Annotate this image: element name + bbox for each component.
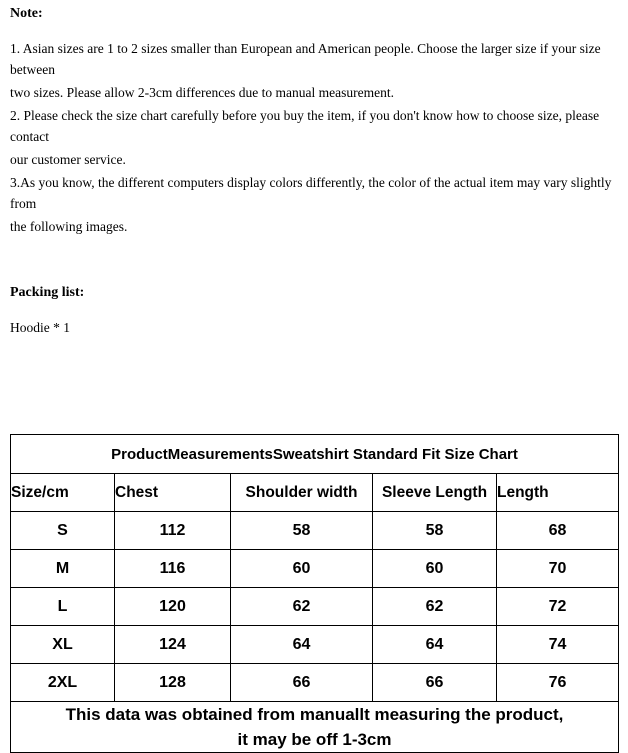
note-line: 2. Please check the size chart carefully before you buy the item, if you don't know how to choose size, please contact (10, 108, 600, 144)
table-row-footer (11, 702, 619, 753)
cell-size: S (11, 512, 115, 550)
note-body (10, 38, 618, 237)
cell-chest: 128 (115, 664, 231, 702)
table-row (11, 588, 619, 626)
packing-list-item: Hoodie * 1 (10, 320, 70, 335)
cell-chest: 112 (115, 512, 231, 550)
note-line: 3.As you know, the different computers display colors differently, the color of the actual item may vary slightly from (10, 175, 612, 211)
note-heading: Note: (10, 6, 43, 21)
cell-size: 2XL (11, 664, 115, 702)
note-line: two sizes. Please allow 2-3cm differences due to manual measurement. (10, 85, 394, 100)
column-header-length: Length (497, 474, 619, 512)
cell-length: 68 (497, 512, 619, 550)
cell-sleeve: 62 (373, 588, 497, 626)
footer-line-2: it may be off 1-3cm (237, 730, 392, 749)
cell-size: M (11, 550, 115, 588)
column-header-chest: Chest (115, 474, 231, 512)
cell-sleeve: 58 (373, 512, 497, 550)
cell-length: 74 (497, 626, 619, 664)
column-header-shoulder-width: Shoulder width (231, 474, 373, 512)
cell-shoulder: 62 (231, 588, 373, 626)
packing-list-section (10, 283, 618, 338)
size-chart-footer (11, 702, 619, 753)
spacer (10, 239, 618, 283)
cell-length: 76 (497, 664, 619, 702)
cell-shoulder: 64 (231, 626, 373, 664)
cell-size: XL (11, 626, 115, 664)
cell-sleeve: 66 (373, 664, 497, 702)
packing-list-heading: Packing list: (10, 285, 85, 300)
note-line: 1. Asian sizes are 1 to 2 sizes smaller than European and American people. Choose the larger size if your size between (10, 41, 601, 77)
cell-chest: 116 (115, 550, 231, 588)
cell-chest: 120 (115, 588, 231, 626)
note-section (10, 0, 618, 237)
column-header-sleeve-length: Sleeve Length (373, 474, 497, 512)
cell-length: 70 (497, 550, 619, 588)
cell-chest: 124 (115, 626, 231, 664)
table-row (11, 550, 619, 588)
size-chart-table (10, 434, 619, 753)
cell-shoulder: 58 (231, 512, 373, 550)
cell-length: 72 (497, 588, 619, 626)
cell-sleeve: 60 (373, 550, 497, 588)
cell-shoulder: 60 (231, 550, 373, 588)
note-line: our customer service. (10, 152, 126, 167)
table-row-title (11, 435, 619, 474)
spacer (10, 303, 618, 317)
cell-sleeve: 64 (373, 626, 497, 664)
cell-size: L (11, 588, 115, 626)
cell-shoulder: 66 (231, 664, 373, 702)
footer-line-1: This data was obtained from manuallt measuring the product, (65, 705, 564, 724)
table-row-header (11, 474, 619, 512)
size-chart-title: ProductMeasurementsSweatshirt Standard Fit Size Chart (11, 435, 619, 474)
note-line: the following images. (10, 219, 128, 234)
table-row (11, 512, 619, 550)
column-header-size: Size/cm (11, 474, 115, 512)
spacer (10, 338, 618, 434)
table-row (11, 664, 619, 702)
table-row (11, 626, 619, 664)
